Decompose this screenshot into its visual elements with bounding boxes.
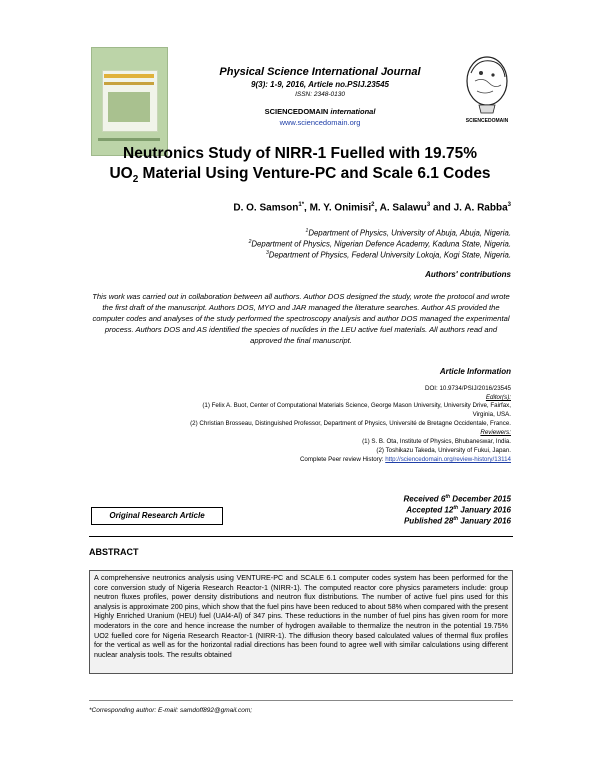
logo-label: SCIENCEDOMAIN [465,118,509,124]
divider [89,536,513,537]
author-name: M. Y. Onimisi [309,202,372,214]
publisher-italic: international [330,107,376,116]
author-name: J. A. Rabba [453,202,508,214]
doi: DOI: 10.9734/PSIJ/2016/23545 [425,385,511,392]
publisher-bold: SCIENCEDOMAIN [264,107,329,116]
author-name: A. Salawu [379,202,427,214]
publisher-website[interactable]: www.sciencedomain.org [279,118,361,127]
journal-volume: 9(3): 1-9, 2016, Article no.PSIJ.23545 [251,80,389,89]
article-type-box: Original Research Article [91,507,223,525]
reviewer-entry: (1) S. B. Ota, Institute of Physics, Bhubaneswar, India. [362,438,511,445]
review-history: Complete Peer review History: http://sciencedomain.org/review-history/13114 [299,456,511,463]
affiliation: $^3$Department of Physics, Federal University Lokoja, Kogi State, Nigeria. [265,250,511,260]
footnote-divider [89,700,513,701]
reviewers-label: Reviewers: [480,429,511,436]
abstract-heading: ABSTRACT [89,547,139,557]
title-line-2: $UO_2$ Material Using Venture-PC and Scale 6.1 Codes [109,165,491,186]
contributions-text: This work was carried out in collaboration between all authors. Author DOS designed the study, wrote the protocol and wrote the first draft of the manuscript. Authors DOS, MYO and JAR managed the literature searches. Author AS provided the computer codes and analyses of the study performed the spectroscopy analysis and author DOS managed the experimental process. Authors DOS and AS identified the species of nuclides in the LEU active fuel materials. All authors read and approved the final manuscript. [92,292,510,345]
review-history-link[interactable]: http://sciencedomain.org/review-history/13114 [385,456,511,463]
editor-entry: (2) Christian Brosseau, Distinguished Professor, Department of Physics, Université de Bretagne Occidentale, France. [190,420,511,427]
article-info-heading: Article Information [439,367,511,376]
abstract-text: A comprehensive neutronics analysis using VENTURE-PC and SCALE 6.1 computer codes system has been performed for the core conversion study of Nigeria Research Reactor-1 (NIRR-1). The computed reactor core physics parameters include: group neutron fluxes profiles, power density distributions and neutron flux distributions. The number of active fuel pins used for this analysis is approximate 200 pins, which show that the fuel pins have been reduced to about 58% when compared with the present Highly Enriched Uranium (HEU) fuel (UAl4-Al) of 347 pins. These reductions in the number of fuel pins has given room for more moderators in the core and hence increase the number of hydrogen available to thermalize the neutron in the potential 19.75% UO2 fuelled core for Nigeria Research Reactor-1 (NIRR-1). The diffusion theory based calculated values of thermal flux profiles for the vertical as well as for the horizontal radial directions has been found to agree well with similar calculations using different nuclear analysis tools. The results obtained [89,570,513,674]
author-list: D. O. Samson$^{1*}$, M. Y. Onimisi$^2$, A. Salawu$^3$ and J. A. Rabba$^3$ [233,202,511,214]
editor-entry-cont: Virginia, USA. [472,411,511,418]
title-line-1: Neutronics Study of NIRR-1 Fuelled with 19.75% [123,145,477,162]
footnote: *Corresponding author: E-mail: samdoff892@gmail.com; [89,707,253,714]
affiliation: $^2$Department of Physics, Nigerian Defence Academy, Kaduna State, Nigeria. [248,239,511,249]
paper-title [70,144,530,190]
journal-issn: ISSN: 2348-0130 [295,91,345,98]
affiliation: $^1$Department of Physics, University of Abuja, Abuja, Nigeria. [305,228,511,238]
contributions-heading: Authors' contributions [425,270,511,279]
journal-cover-image [91,47,168,156]
journal-name: Physical Science International Journal [219,66,421,78]
received-date: Received 6th December 2015 [403,494,511,504]
publisher [170,107,470,116]
published-date: Published 28th January 2016 [403,516,511,526]
publisher-logo-icon [457,51,517,117]
author-name: D. O. Samson [233,202,299,214]
editors-label: Editor(s): [485,394,511,401]
reviewer-entry: (2) Toshikazu Takeda, University of Fukui, Japan. [376,447,511,454]
editor-entry: (1) Felix A. Buot, Center of Computational Materials Science, George Mason University, University Drive, Fairfax, [202,402,511,409]
accepted-date: Accepted 12th January 2016 [406,505,511,515]
